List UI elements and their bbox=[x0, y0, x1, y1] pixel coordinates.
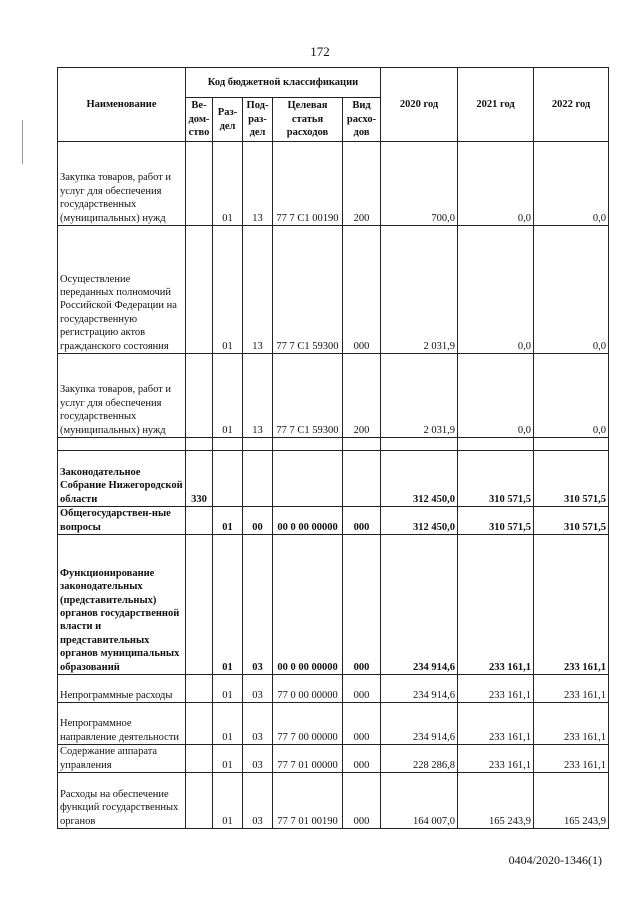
header-celevaya: Целевая статья расходов bbox=[273, 98, 343, 142]
row-vedomstvo bbox=[186, 535, 213, 675]
table-row bbox=[58, 675, 609, 703]
spacer-cell bbox=[186, 438, 213, 451]
row-value-2020: 2 031,9 bbox=[381, 354, 458, 438]
row-value-2022: 0,0 bbox=[534, 226, 609, 354]
row-value-2022: 233 161,1 bbox=[534, 745, 609, 773]
spacer-cell bbox=[343, 438, 381, 451]
page-number: 172 bbox=[310, 44, 330, 59]
row-razdel: 01 bbox=[213, 142, 243, 226]
row-value-2022: 310 571,5 bbox=[534, 507, 609, 535]
row-celevaya: 77 7 С1 59300 bbox=[273, 354, 343, 438]
row-celevaya: 77 7 00 00000 bbox=[273, 703, 343, 745]
row-vedomstvo: 330 bbox=[186, 451, 213, 507]
row-value-2022: 0,0 bbox=[534, 354, 609, 438]
row-vedomstvo bbox=[186, 507, 213, 535]
row-value-2021: 0,0 bbox=[458, 226, 534, 354]
row-podrazdel: 03 bbox=[243, 535, 273, 675]
row-value-2020: 312 450,0 bbox=[381, 507, 458, 535]
row-vedomstvo bbox=[186, 354, 213, 438]
header-2022: 2022 год bbox=[534, 68, 609, 142]
row-value-2021: 310 571,5 bbox=[458, 451, 534, 507]
row-name: Непрограммное направление деятельности bbox=[58, 703, 186, 745]
row-razdel: 01 bbox=[213, 226, 243, 354]
header-vedomstvo: Ве-дом-ство bbox=[186, 98, 213, 142]
row-value-2021: 165 243,9 bbox=[458, 773, 534, 829]
row-vedomstvo bbox=[186, 226, 213, 354]
header-vid: Вид расхо-дов bbox=[343, 98, 381, 142]
row-vid: 000 bbox=[343, 226, 381, 354]
row-vedomstvo bbox=[186, 142, 213, 226]
row-value-2021: 233 161,1 bbox=[458, 703, 534, 745]
table-row bbox=[58, 354, 609, 438]
row-razdel bbox=[213, 451, 243, 507]
header-name: Наименование bbox=[58, 68, 186, 142]
row-podrazdel: 03 bbox=[243, 773, 273, 829]
row-name: Закупка товаров, работ и услуг для обеспечения государственных (муниципальных) нужд bbox=[58, 142, 186, 226]
row-value-2022: 165 243,9 bbox=[534, 773, 609, 829]
row-name: Закупка товаров, работ и услуг для обеспечения государственных (муниципальных) нужд bbox=[58, 354, 186, 438]
row-name: Содержание аппарата управления bbox=[58, 745, 186, 773]
row-value-2020: 234 914,6 bbox=[381, 535, 458, 675]
row-celevaya: 77 0 00 00000 bbox=[273, 675, 343, 703]
row-podrazdel: 13 bbox=[243, 226, 273, 354]
spacer-cell bbox=[243, 438, 273, 451]
row-value-2020: 312 450,0 bbox=[381, 451, 458, 507]
row-razdel: 01 bbox=[213, 507, 243, 535]
row-podrazdel: 03 bbox=[243, 745, 273, 773]
row-razdel: 01 bbox=[213, 773, 243, 829]
row-value-2021: 233 161,1 bbox=[458, 535, 534, 675]
table-body bbox=[58, 142, 609, 829]
row-vid: 000 bbox=[343, 703, 381, 745]
table-row bbox=[58, 507, 609, 535]
table-row bbox=[58, 142, 609, 226]
row-value-2021: 310 571,5 bbox=[458, 507, 534, 535]
row-podrazdel: 13 bbox=[243, 142, 273, 226]
row-celevaya bbox=[273, 451, 343, 507]
table-row bbox=[58, 745, 609, 773]
row-podrazdel: 00 bbox=[243, 507, 273, 535]
header-2020: 2020 год bbox=[381, 68, 458, 142]
row-value-2020: 700,0 bbox=[381, 142, 458, 226]
row-celevaya: 00 0 00 00000 bbox=[273, 507, 343, 535]
row-value-2022: 310 571,5 bbox=[534, 451, 609, 507]
header-razdel: Раз-дел bbox=[213, 98, 243, 142]
spacer-cell bbox=[58, 438, 186, 451]
row-vid bbox=[343, 451, 381, 507]
row-vid: 200 bbox=[343, 142, 381, 226]
row-podrazdel: 13 bbox=[243, 354, 273, 438]
row-value-2022: 0,0 bbox=[534, 142, 609, 226]
row-name: Законодательное Собрание Нижегородской области bbox=[58, 451, 186, 507]
row-vid: 000 bbox=[343, 773, 381, 829]
table-spacer-row bbox=[58, 438, 609, 451]
row-celevaya: 77 7 01 00000 bbox=[273, 745, 343, 773]
row-name: Осуществление переданных полномочий Российской Федерации на государственную регистрацию актов гражданского состояния bbox=[58, 226, 186, 354]
spacer-cell bbox=[273, 438, 343, 451]
row-podrazdel: 03 bbox=[243, 703, 273, 745]
header-podrazdel: Под-раз-дел bbox=[243, 98, 273, 142]
row-vedomstvo bbox=[186, 745, 213, 773]
spacer-cell bbox=[534, 438, 609, 451]
budget-table bbox=[57, 67, 609, 829]
row-value-2021: 0,0 bbox=[458, 354, 534, 438]
row-celevaya: 77 7 01 00190 bbox=[273, 773, 343, 829]
document-code: 0404/2020-1346(1) bbox=[508, 853, 602, 867]
table-row bbox=[58, 226, 609, 354]
row-name: Функционирование законодательных (представительных) органов государственной власти и представительных органов муниципальных образований bbox=[58, 535, 186, 675]
row-razdel: 01 bbox=[213, 675, 243, 703]
spacer-cell bbox=[381, 438, 458, 451]
header-code-group: Код бюджетной классификации bbox=[186, 68, 381, 98]
row-vid: 000 bbox=[343, 507, 381, 535]
row-value-2021: 0,0 bbox=[458, 142, 534, 226]
row-name: Общегосударствен-ные вопросы bbox=[58, 507, 186, 535]
row-razdel: 01 bbox=[213, 535, 243, 675]
row-value-2022: 233 161,1 bbox=[534, 703, 609, 745]
row-celevaya: 77 7 С1 00190 bbox=[273, 142, 343, 226]
row-vid: 000 bbox=[343, 675, 381, 703]
row-value-2022: 233 161,1 bbox=[534, 675, 609, 703]
row-value-2020: 2 031,9 bbox=[381, 226, 458, 354]
row-value-2022: 233 161,1 bbox=[534, 535, 609, 675]
row-celevaya: 00 0 00 00000 bbox=[273, 535, 343, 675]
row-podrazdel: 03 bbox=[243, 675, 273, 703]
row-vedomstvo bbox=[186, 773, 213, 829]
table-row bbox=[58, 703, 609, 745]
row-vid: 000 bbox=[343, 535, 381, 675]
row-podrazdel bbox=[243, 451, 273, 507]
row-razdel: 01 bbox=[213, 703, 243, 745]
spacer-cell bbox=[213, 438, 243, 451]
table-row bbox=[58, 773, 609, 829]
row-value-2021: 233 161,1 bbox=[458, 675, 534, 703]
row-vid: 200 bbox=[343, 354, 381, 438]
row-value-2020: 164 007,0 bbox=[381, 773, 458, 829]
table-row bbox=[58, 535, 609, 675]
row-name: Расходы на обеспечение функций государственных органов bbox=[58, 773, 186, 829]
table-row bbox=[58, 451, 609, 507]
row-value-2020: 234 914,6 bbox=[381, 675, 458, 703]
row-value-2021: 233 161,1 bbox=[458, 745, 534, 773]
row-vedomstvo bbox=[186, 703, 213, 745]
row-vedomstvo bbox=[186, 675, 213, 703]
row-name: Непрограммные расходы bbox=[58, 675, 186, 703]
row-celevaya: 77 7 С1 59300 bbox=[273, 226, 343, 354]
spacer-cell bbox=[458, 438, 534, 451]
row-value-2020: 228 286,8 bbox=[381, 745, 458, 773]
scan-edge-mark bbox=[22, 120, 23, 164]
row-razdel: 01 bbox=[213, 745, 243, 773]
row-razdel: 01 bbox=[213, 354, 243, 438]
row-vid: 000 bbox=[343, 745, 381, 773]
header-2021: 2021 год bbox=[458, 68, 534, 142]
row-value-2020: 234 914,6 bbox=[381, 703, 458, 745]
